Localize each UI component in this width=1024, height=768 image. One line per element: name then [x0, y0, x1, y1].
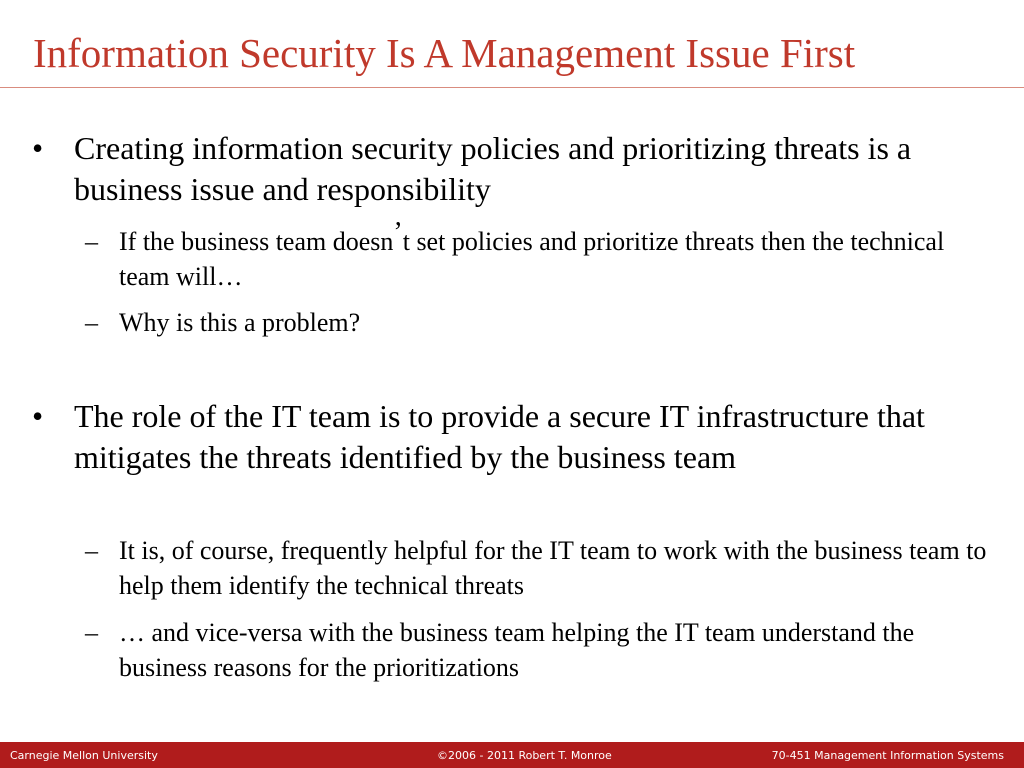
footer-copyright: ©2006 - 2011 Robert T. Monroe [437, 749, 612, 762]
sub-bullet-item [85, 533, 999, 603]
bullet-text: The role of the IT team is to provide a secure IT infrastructure that mitigates the threats identified by the business team [74, 398, 925, 475]
apostrophe-glyph: ’ [393, 217, 403, 248]
bullet-marker: • [32, 130, 44, 166]
bullet-item [32, 128, 994, 210]
footer-course: 70-451 Management Information Systems [771, 749, 1004, 762]
sub-bullet-text: Why is this a problem? [119, 308, 361, 337]
dash-marker: – [85, 308, 98, 337]
sub-bullet-text-part: If the business team doesn [119, 227, 394, 256]
sub-bullet-text: It is, of course, frequently helpful for the IT team to work with the business team to help them identify the technical threats [119, 536, 987, 600]
title-divider [0, 87, 1024, 88]
footer-bar [0, 742, 1024, 768]
bullet-text: Creating information security policies and prioritizing threats is a business issue and responsibility [74, 130, 912, 207]
sub-bullet-text-part: t set policies and prioritize threats then the technical team will… [119, 227, 945, 291]
slide-title: Information Security Is A Management Issue First [33, 30, 856, 76]
sub-bullet-text: … and vice-versa with the business team helping the IT team understand the business reasons for the prioritizations [119, 618, 915, 682]
footer-institution: Carnegie Mellon University [10, 749, 158, 762]
sub-bullet-item [85, 217, 999, 294]
dash-marker: – [85, 536, 98, 565]
dash-marker: – [85, 227, 98, 256]
sub-bullet-item [85, 305, 999, 340]
sub-bullet-item [85, 615, 999, 685]
bullet-marker: • [32, 398, 44, 434]
dash-marker: – [85, 618, 98, 647]
bullet-item [32, 396, 994, 478]
